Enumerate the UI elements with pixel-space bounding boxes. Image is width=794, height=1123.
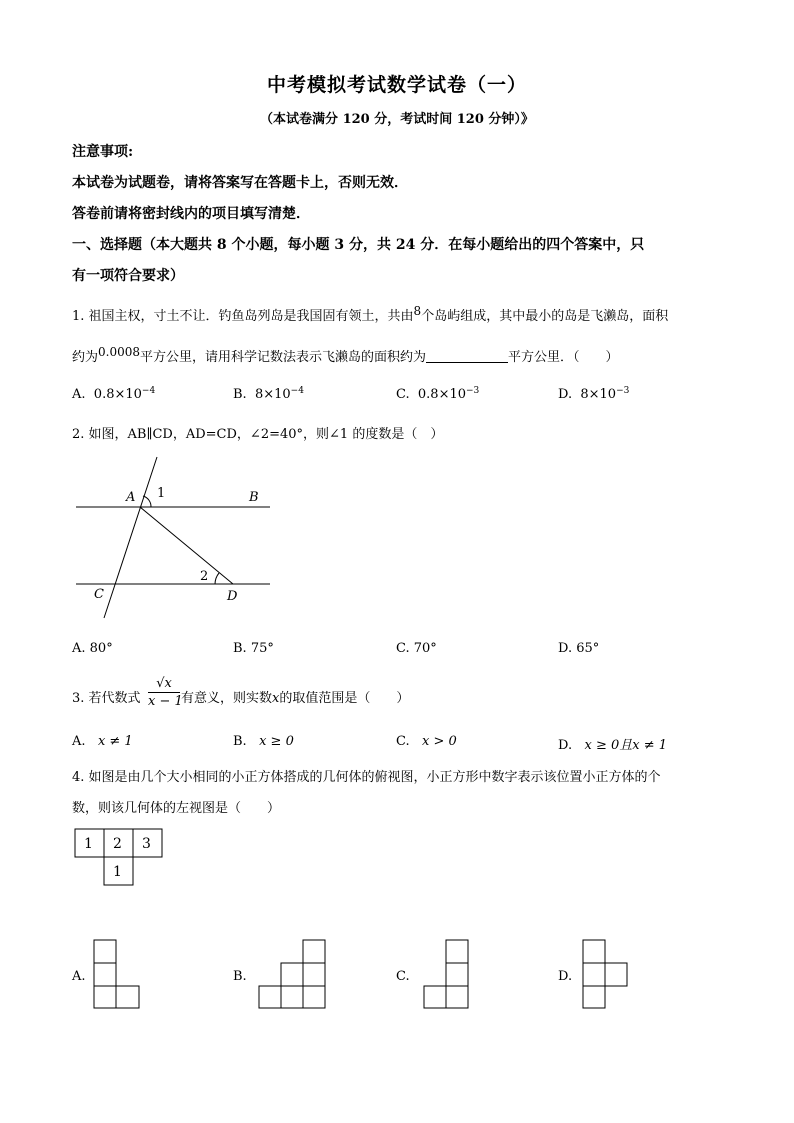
q1-island-count: 8 [413,304,422,318]
option-expr: x ≠ 1 [97,734,133,749]
q3-numerator: √x [156,676,172,691]
option-label: C. [396,734,410,749]
q2-option-d[interactable]: D. 65° [558,641,600,656]
grid-number: 1 [113,864,122,880]
q2-stem: 2. 如图，AB∥CD，AD=CD，∠2=40°，则∠1 的度数是（ ） [72,427,444,442]
view-a-figure [94,940,139,1008]
q1-text-c: 约为 [72,350,99,365]
page-subtitle: （本试卷满分 120 分，考试时间 120 分钟）》 [260,112,534,127]
notes-heading: 注意事项: [72,144,134,160]
view-cell [303,940,325,963]
option-exponent: −3 [466,386,480,396]
option-base: 8×10 [580,387,617,402]
label-angle-2: 2 [200,569,209,584]
section-1-heading: 一、选择题（本大题共 8 个小题，每小题 3 分，共 24 分．在每小题给出的四个答案中，只 [72,237,645,253]
option-exponent: −3 [616,386,630,396]
grid-number: 2 [113,836,122,852]
option-base: 0.8×10 [93,387,142,402]
q3-stem-a: 3. 若代数式 [72,691,141,706]
q1-area-value: 0.0008 [98,345,141,359]
page-title: 中考模拟考试数学试卷（一） [266,74,527,96]
label-angle-1: 1 [157,486,166,501]
notes-line-1: 本试卷为试题卷，请将答案写在答题卡上，否则无效． [72,175,408,191]
option-expr: x > 0 [422,734,457,749]
view-cell [446,963,468,986]
q2-option-c[interactable]: C. 70° [396,641,437,656]
notes-line-2: 答卷前请将密封线内的项目填写清楚． [72,206,310,222]
q4-option-c[interactable]: C. [396,969,410,984]
view-cell [303,986,325,1008]
q4-option-a[interactable]: A. [72,969,86,984]
view-cell [281,986,303,1008]
q3-text-b: 有意义，则实数 [181,691,273,706]
option-label: C. [396,387,410,402]
grid-number: 1 [84,836,93,852]
view-cell [424,986,446,1008]
q3-denominator: x − 1 [148,694,183,709]
option-exponent: −4 [290,386,304,396]
view-cell [116,986,139,1008]
q1-text-a: 1. 祖国主权，寸土不让．钓鱼岛列岛是我国固有领土，共由 [72,309,414,324]
option-label: A. [72,734,86,749]
label-d: D [227,589,238,604]
q4-option-b[interactable]: B. [233,969,247,984]
option-label: D. [558,387,573,402]
view-d-figure [583,940,627,1008]
view-cell [446,940,468,963]
option-label: B. [233,734,247,749]
view-cell [446,986,468,1008]
option-label: A. [72,387,86,402]
option-label: B. [233,387,247,402]
label-c: C [94,587,104,602]
option-label: D. [558,738,573,753]
option-base: 8×10 [254,387,291,402]
view-cell [94,986,116,1008]
grid-number: 3 [142,836,151,852]
q3-variable: x [272,691,280,706]
section-1-heading-cont: 有一项符合要求） [72,268,184,284]
label-a: A [126,490,136,505]
option-exponent: −4 [141,386,156,396]
q3-text-c: 的取值范围是（ ） [279,691,410,706]
q1-text-e: 平方公里．（ ） [508,350,619,365]
q2-option-b[interactable]: B. 75° [233,641,274,656]
label-b: B [249,490,259,505]
option-expr: x ≥ 0且x ≠ 1 [584,738,668,753]
view-c-figure [424,940,468,1008]
view-cell [281,963,303,986]
view-cell [583,986,605,1008]
option-expr: x ≥ 0 [259,734,294,749]
q4-option-d[interactable]: D. [558,969,573,984]
option-base: 0.8×10 [417,387,466,402]
view-cell [605,963,627,986]
view-cell [94,963,116,986]
q4-stem-line-2: 数，则该几何体的左视图是（ ） [72,801,281,816]
view-cell [259,986,281,1008]
view-cell [583,940,605,963]
q1-text-b: 个岛屿组成，其中最小的岛是飞濑岛，面积 [421,309,669,324]
view-cell [583,963,605,986]
view-cell [94,940,116,963]
view-b-figure [259,940,325,1008]
view-cell [303,963,325,986]
q1-text-d: 平方公里，请用科学记数法表示飞濑岛的面积约为 [140,350,427,365]
q4-stem-line-1: 4. 如图是由几个大小相同的小正方体搭成的几何体的俯视图，小正方形中数字表示该位置小正方体的个 [72,770,661,785]
q2-option-a[interactable]: A. 80° [72,641,113,656]
